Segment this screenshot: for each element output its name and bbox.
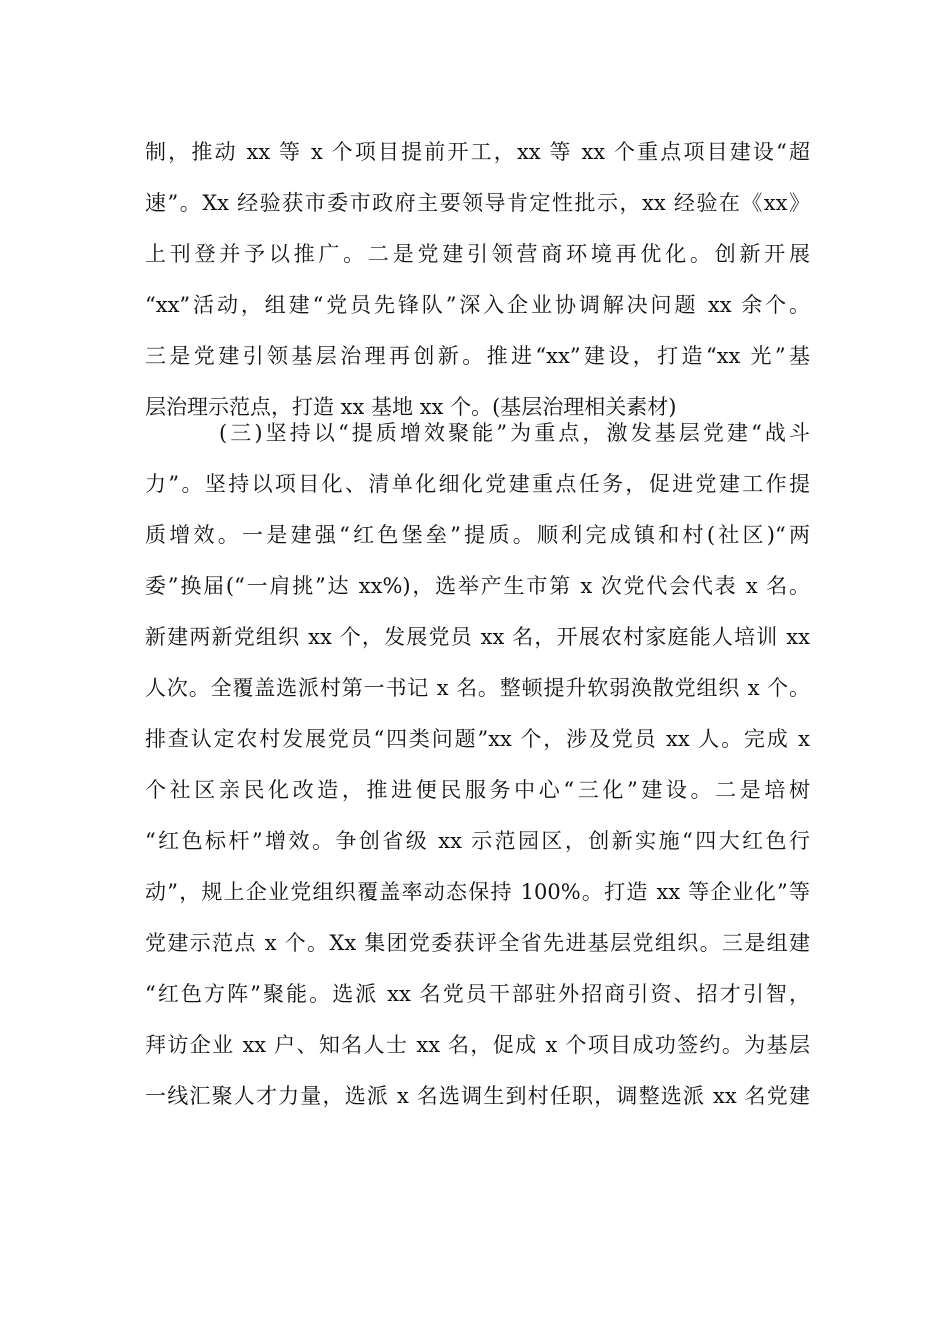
text-line: “红色方阵”聚能。选派 xx 名党员干部驻外招商引资、招才引智，	[145, 982, 810, 1006]
text-line: 个社区亲民化改造，推进便民服务中心“三化”建设。二是培树	[145, 778, 810, 802]
paragraph-1	[145, 127, 810, 433]
text-line: 制，推动 xx 等 x 个项目提前开工，xx 等 xx 个重点项目建设“超	[145, 140, 810, 164]
text-line: 新建两新党组织 xx 个，发展党员 xx 名，开展农村家庭能人培训 xx	[145, 625, 810, 649]
text-line: “红色标杆”增效。争创省级 xx 示范园区，创新实施“四大红色行	[145, 829, 810, 853]
text-line: 委”换届(“一肩挑”达 xx%)，选举产生市第 x 次党代会代表 x 名。	[145, 574, 810, 598]
text-line: 排查认定农村发展党员“四类问题”xx 个，涉及党员 xx 人。完成 x	[145, 727, 810, 751]
text-line: 速”。Xx 经验获市委市政府主要领导肯定性批示，xx 经验在《xx》	[145, 191, 810, 215]
text-line: 一线汇聚人才力量，选派 x 名选调生到村任职，调整选派 xx 名党建	[145, 1084, 810, 1108]
section-heading-line: (三)坚持以“提质增效聚能”为重点，激发基层党建“战斗	[219, 421, 810, 445]
text-line: 上刊登并予以推广。二是党建引领营商环境再优化。创新开展	[145, 242, 810, 266]
text-line: “xx”活动，组建“党员先锋队”深入企业协调解决问题 xx 余个。	[145, 293, 810, 317]
text-line: 拜访企业 xx 户、知名人士 xx 名，促成 x 个项目成功签约。为基层	[145, 1033, 810, 1057]
text-line: 党建示范点 x 个。Xx 集团党委获评全省先进基层党组织。三是组建	[145, 931, 810, 955]
text-line: 人次。全覆盖选派村第一书记 x 名。整顿提升软弱涣散党组织 x 个。	[145, 676, 810, 700]
text-line: 质增效。一是建强“红色堡垒”提质。顺利完成镇和村(社区)“两	[145, 523, 810, 547]
paragraph-2	[145, 408, 810, 1122]
text-line: 力”。坚持以项目化、清单化细化党建重点任务，促进党建工作提	[145, 472, 810, 496]
text-line: 层治理示范点，打造 xx 基地 xx 个。(基层治理相关素材)	[145, 395, 677, 419]
text-line: 动”，规上企业党组织覆盖率动态保持 100%。打造 xx 等企业化”等	[145, 880, 810, 904]
text-line: 三是党建引领基层治理再创新。推进“xx”建设，打造“xx 光”基	[145, 344, 810, 368]
